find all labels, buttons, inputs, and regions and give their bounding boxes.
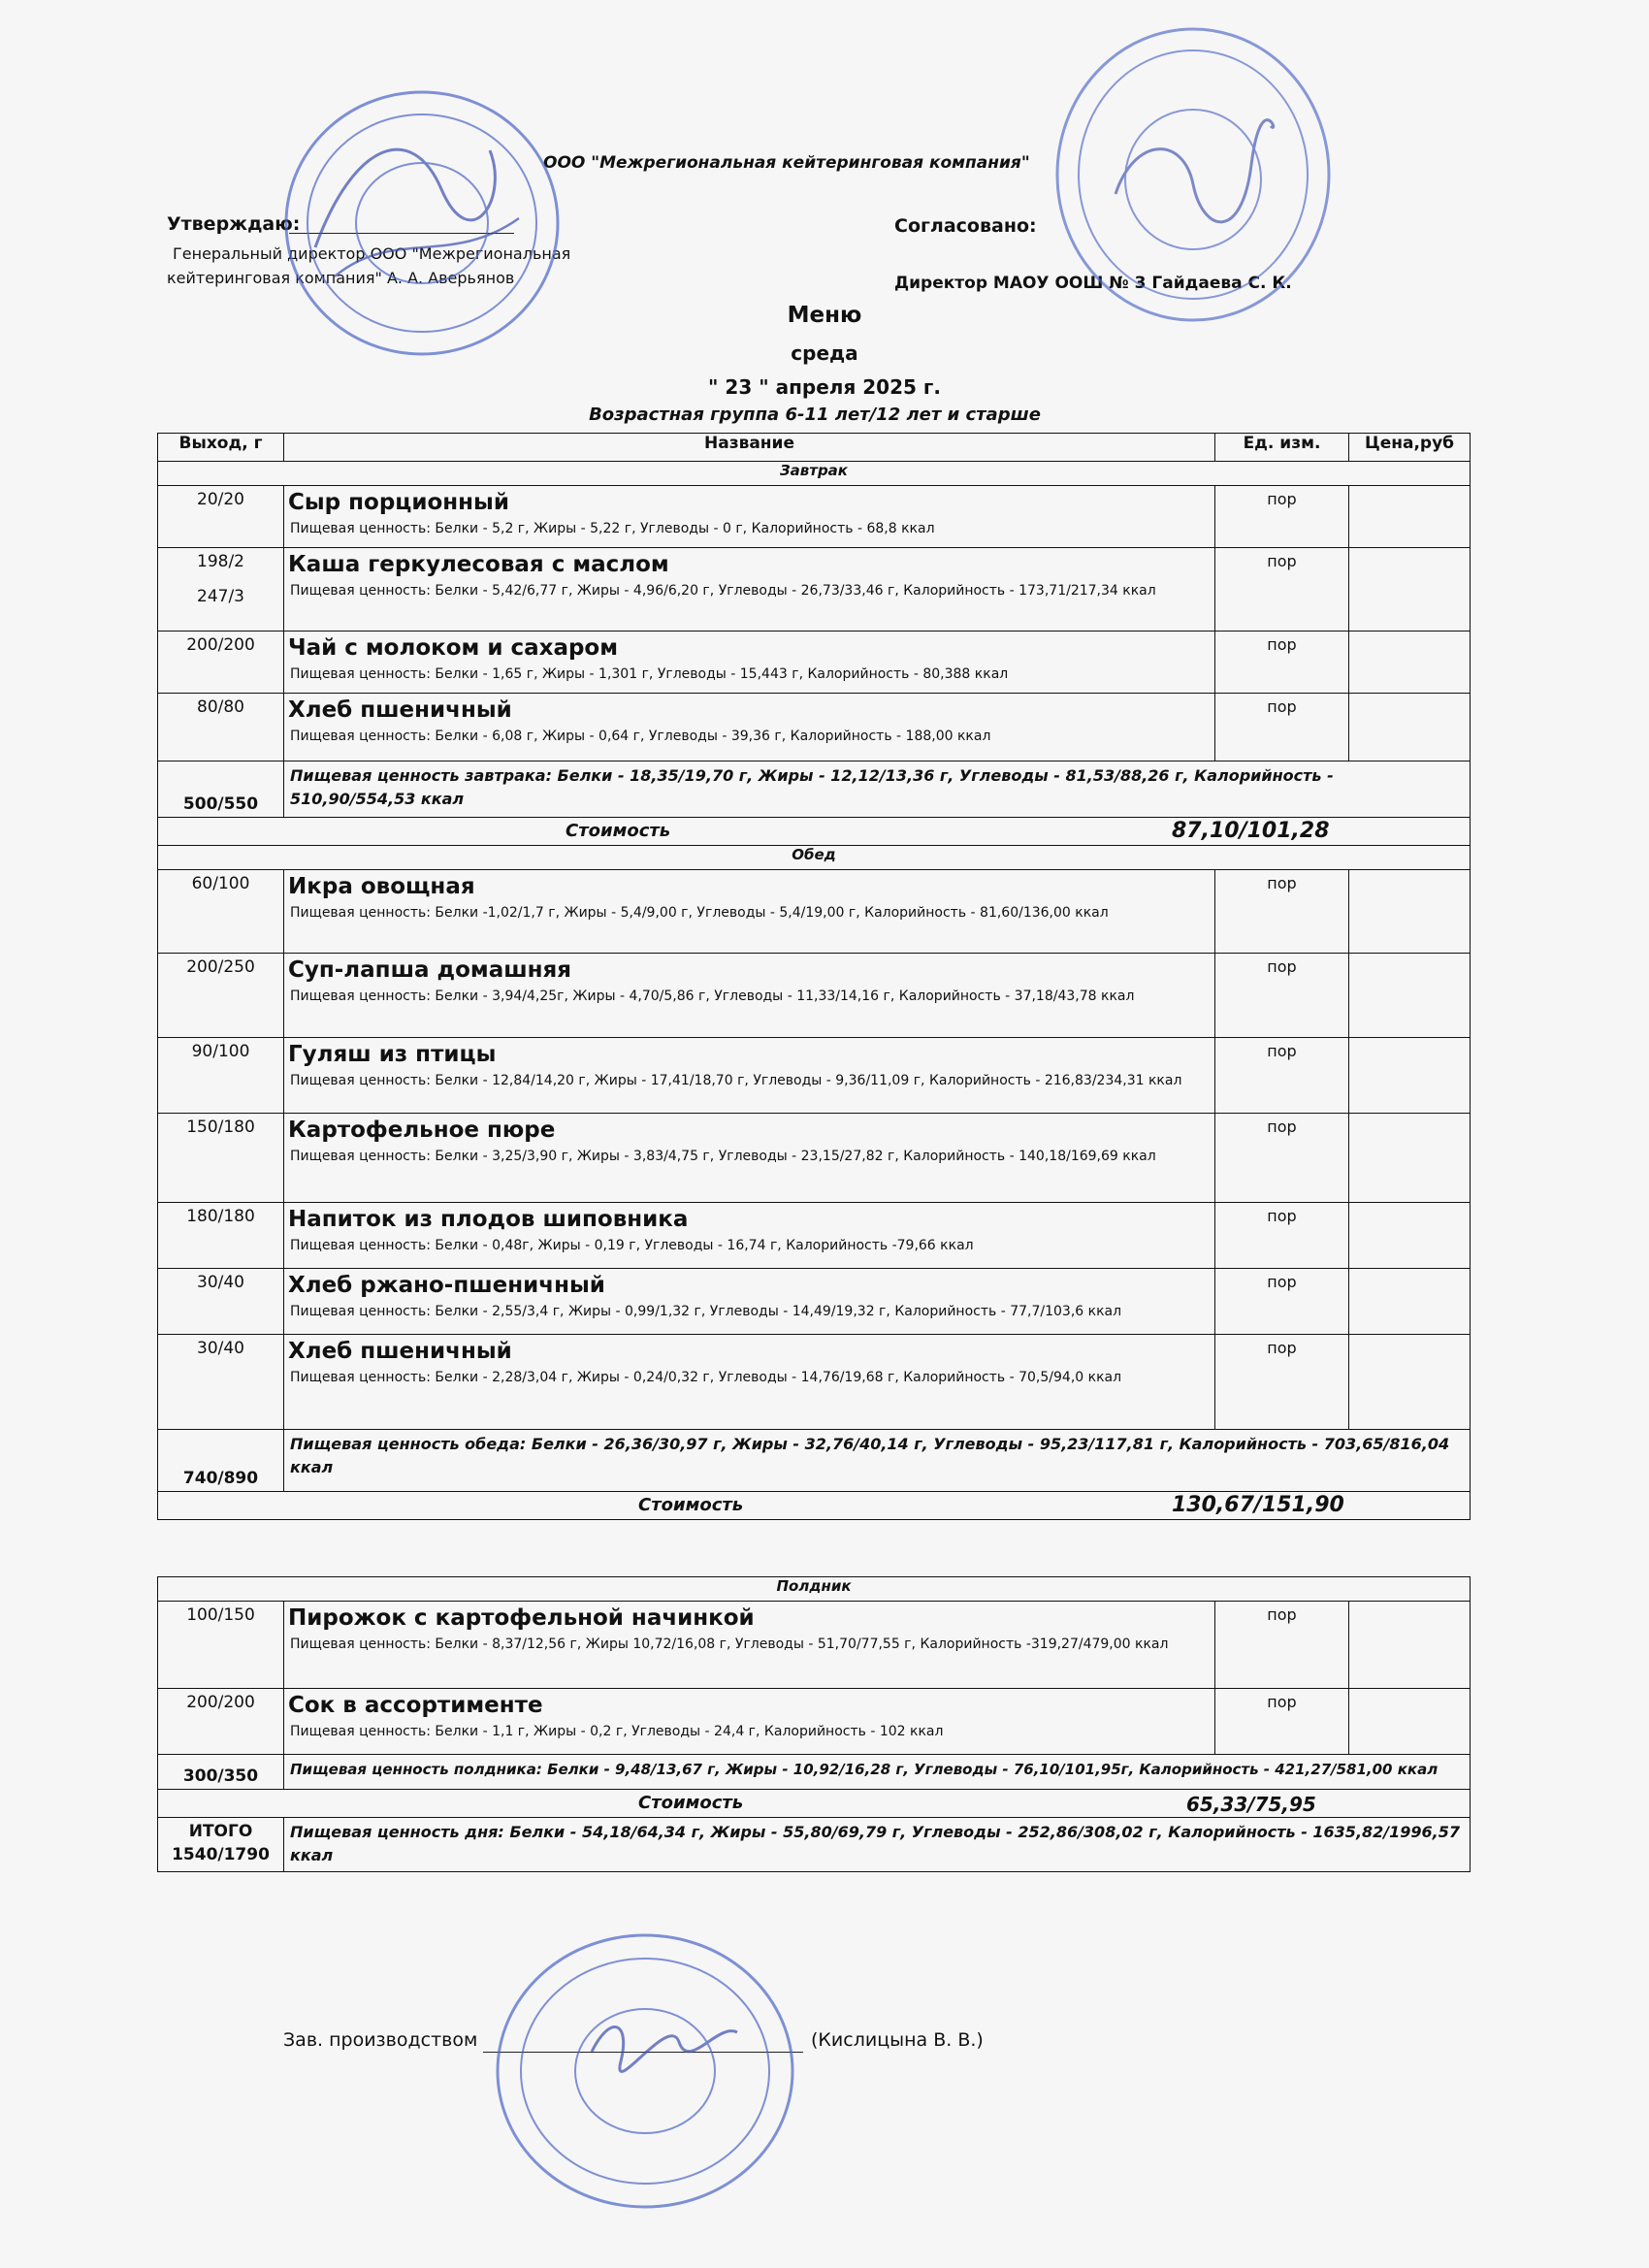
section-label: Полдник bbox=[158, 1577, 1471, 1602]
section-label: Обед bbox=[158, 846, 1471, 870]
item-yield: 150/180 bbox=[158, 1114, 284, 1203]
day-total-cell bbox=[158, 1818, 284, 1872]
section-label: Завтрак bbox=[158, 462, 1471, 486]
breakfast-total-row bbox=[158, 761, 1471, 818]
table-row bbox=[158, 1689, 1471, 1755]
table-row bbox=[158, 954, 1471, 1038]
item-cell bbox=[284, 632, 1215, 694]
item-yield: 200/250 bbox=[158, 954, 284, 1038]
table-row bbox=[158, 486, 1471, 548]
item-yield: 180/180 bbox=[158, 1203, 284, 1269]
dish-nutrition: Пищевая ценность: Белки - 2,55/3,4 г, Жиры - 0,99/1,32 г, Углеводы - 14,49/19,32 г, Калорийность - 77,7/103,6 ккал bbox=[290, 1304, 1122, 1319]
total-yield: 500/550 bbox=[158, 761, 284, 818]
day-total-row bbox=[158, 1818, 1471, 1872]
item-yield: 30/40 bbox=[158, 1335, 284, 1430]
agreed-title: Директор МАОУ ООШ № 3 Гайдаева С. К. bbox=[894, 274, 1292, 293]
table-row bbox=[158, 1269, 1471, 1335]
menu-date: " 23 " апреля 2025 г. bbox=[708, 375, 941, 399]
dish-nutrition: Пищевая ценность: Белки - 0,48г, Жиры - 0,19 г, Углеводы - 16,74 г, Калорийность -79,66 ккал bbox=[290, 1238, 974, 1253]
item-cell bbox=[284, 1602, 1215, 1689]
item-cell bbox=[284, 954, 1215, 1038]
item-price bbox=[1349, 1269, 1471, 1335]
day-total-nutrition: Пищевая ценность дня: Белки - 54,18/64,34 г, Жиры - 55,80/69,79 г, Углеводы - 252,86/308,02 г, Калорийность - 1635,82/1996,57 ккал bbox=[284, 1818, 1471, 1872]
approve-title-line1: Генеральный директор ООО "Межрегиональная bbox=[173, 244, 571, 263]
item-yield: 60/100 bbox=[158, 870, 284, 954]
dish-name: Хлеб ржано-пшеничный bbox=[288, 1273, 605, 1298]
table-row bbox=[158, 694, 1471, 761]
dish-name: Пирожок с картофельной начинкой bbox=[288, 1605, 755, 1631]
dish-name: Суп-лапша домашняя bbox=[288, 957, 572, 983]
section-breakfast bbox=[158, 462, 1471, 486]
dish-nutrition: Пищевая ценность: Белки - 2,28/3,04 г, Жиры - 0,24/0,32 г, Углеводы - 14,76/19,68 г, Калорийность - 70,5/94,0 ккал bbox=[290, 1370, 1122, 1385]
cost-label: Стоимость bbox=[638, 1495, 744, 1515]
day-total-yield: 1540/1790 bbox=[172, 1845, 270, 1864]
item-cell bbox=[284, 1203, 1215, 1269]
lunch-cost-row bbox=[158, 1492, 1471, 1520]
item-cell bbox=[284, 486, 1215, 548]
section-snack bbox=[158, 1577, 1471, 1602]
item-cell bbox=[284, 1269, 1215, 1335]
cost-value: 87,10/101,28 bbox=[1172, 819, 1330, 843]
snack-cost-row bbox=[158, 1790, 1471, 1818]
item-yield-alt: 247/3 bbox=[197, 587, 244, 606]
menu-table-snack bbox=[157, 1576, 1471, 1872]
dish-nutrition: Пищевая ценность: Белки - 12,84/14,20 г, Жиры - 17,41/18,70 г, Углеводы - 9,36/11,09 г, Калорийность - 216,83/234,31 ккал bbox=[290, 1073, 1182, 1088]
cost-label: Стоимость bbox=[566, 821, 671, 841]
item-price bbox=[1349, 1114, 1471, 1203]
cost-cell bbox=[158, 818, 1471, 846]
approve-title-line2: кейтеринговая компания" А. А. Аверьянов bbox=[167, 269, 515, 287]
item-cell bbox=[284, 1689, 1215, 1755]
table-row bbox=[158, 632, 1471, 694]
item-cell bbox=[284, 694, 1215, 761]
item-cell bbox=[284, 548, 1215, 632]
stamp-bottom bbox=[485, 1926, 805, 2217]
total-nutrition: Пищевая ценность полдника: Белки - 9,48/13,67 г, Жиры - 10,92/16,28 г, Углеводы - 76,10/101,95г, Калорийность - 421,27/581,00 ккал bbox=[284, 1755, 1471, 1790]
table-row bbox=[158, 1335, 1471, 1430]
item-unit: пор bbox=[1215, 1269, 1349, 1335]
col-yield: Выход, г bbox=[158, 434, 284, 462]
table-row bbox=[158, 870, 1471, 954]
cost-cell bbox=[158, 1492, 1471, 1520]
item-unit: пор bbox=[1215, 1602, 1349, 1689]
item-unit: пор bbox=[1215, 954, 1349, 1038]
item-price bbox=[1349, 1038, 1471, 1114]
total-yield: 300/350 bbox=[158, 1755, 284, 1790]
cost-value: 130,67/151,90 bbox=[1172, 1493, 1344, 1517]
stamp-top-right bbox=[1048, 19, 1339, 330]
item-cell bbox=[284, 1114, 1215, 1203]
item-unit: пор bbox=[1215, 870, 1349, 954]
dish-nutrition: Пищевая ценность: Белки - 3,94/4,25г, Жиры - 4,70/5,86 г, Углеводы - 11,33/14,16 г, Калорийность - 37,18/43,78 ккал bbox=[290, 988, 1135, 1004]
item-yield: 200/200 bbox=[158, 632, 284, 694]
item-unit: пор bbox=[1215, 486, 1349, 548]
cost-label: Стоимость bbox=[638, 1793, 744, 1813]
stamp-top-left bbox=[276, 82, 567, 364]
item-cell bbox=[284, 1038, 1215, 1114]
item-price bbox=[1349, 1602, 1471, 1689]
approve-label: Утверждаю: bbox=[167, 213, 301, 235]
item-yield: 30/40 bbox=[158, 1269, 284, 1335]
item-yield: 90/100 bbox=[158, 1038, 284, 1114]
agreed-label: Согласовано: bbox=[894, 215, 1037, 237]
cost-value: 65,33/75,95 bbox=[1186, 1793, 1316, 1816]
dish-name: Чай с молоком и сахаром bbox=[288, 635, 619, 661]
snack-total-row bbox=[158, 1755, 1471, 1790]
section-lunch bbox=[158, 846, 1471, 870]
age-group: Возрастная группа 6-11 лет/12 лет и старше bbox=[589, 405, 1041, 425]
col-name: Название bbox=[284, 434, 1215, 462]
dish-name: Хлеб пшеничный bbox=[288, 697, 512, 723]
dish-nutrition: Пищевая ценность: Белки - 6,08 г, Жиры - 0,64 г, Углеводы - 39,36 г, Калорийность - 188,00 ккал bbox=[290, 729, 991, 744]
item-price bbox=[1349, 1689, 1471, 1755]
total-yield: 740/890 bbox=[158, 1430, 284, 1492]
item-unit: пор bbox=[1215, 1203, 1349, 1269]
item-yield-cell bbox=[158, 548, 284, 632]
day-total-label: ИТОГО bbox=[188, 1822, 253, 1841]
cost-cell bbox=[158, 1790, 1471, 1818]
dish-name: Икра овощная bbox=[288, 874, 475, 899]
item-price bbox=[1349, 1203, 1471, 1269]
item-unit: пор bbox=[1215, 548, 1349, 632]
item-yield: 200/200 bbox=[158, 1689, 284, 1755]
item-price bbox=[1349, 694, 1471, 761]
item-cell bbox=[284, 870, 1215, 954]
item-unit: пор bbox=[1215, 1038, 1349, 1114]
item-unit: пор bbox=[1215, 694, 1349, 761]
item-yield: 80/80 bbox=[158, 694, 284, 761]
item-price bbox=[1349, 632, 1471, 694]
menu-title: Меню bbox=[787, 303, 862, 328]
dish-nutrition: Пищевая ценность: Белки - 1,65 г, Жиры - 1,301 г, Углеводы - 15,443 г, Калорийность - 80,388 ккал bbox=[290, 666, 1009, 682]
item-price bbox=[1349, 954, 1471, 1038]
item-price bbox=[1349, 548, 1471, 632]
dish-name: Напиток из плодов шиповника bbox=[288, 1207, 689, 1232]
dish-name: Хлеб пшеничный bbox=[288, 1339, 512, 1364]
item-yield: 198/2 bbox=[197, 552, 244, 571]
item-price bbox=[1349, 1335, 1471, 1430]
table-row bbox=[158, 548, 1471, 632]
dish-name: Сыр порционный bbox=[288, 490, 509, 515]
producer-name: (Кислицына В. В.) bbox=[811, 2029, 984, 2051]
item-yield: 100/150 bbox=[158, 1602, 284, 1689]
total-nutrition: Пищевая ценность завтрака: Белки - 18,35/19,70 г, Жиры - 12,12/13,36 г, Углеводы - 81,53/88,26 г, Калорийность - 510,90/554,53 ккал bbox=[284, 761, 1471, 818]
menu-day: среда bbox=[791, 341, 858, 365]
breakfast-cost-row bbox=[158, 818, 1471, 846]
total-nutrition: Пищевая ценность обеда: Белки - 26,36/30,97 г, Жиры - 32,76/40,14 г, Углеводы - 95,23/117,81 г, Калорийность - 703,65/816,04 ккал bbox=[284, 1430, 1471, 1492]
lunch-total-row bbox=[158, 1430, 1471, 1492]
menu-table-main bbox=[157, 433, 1471, 1520]
col-unit: Ед. изм. bbox=[1215, 434, 1349, 462]
dish-name: Сок в ассортименте bbox=[288, 1693, 543, 1718]
dish-nutrition: Пищевая ценность: Белки -1,02/1,7 г, Жиры - 5,4/9,00 г, Углеводы - 5,4/19,00 г, Калорийность - 81,60/136,00 ккал bbox=[290, 905, 1109, 921]
item-price bbox=[1349, 486, 1471, 548]
item-price bbox=[1349, 870, 1471, 954]
table-row bbox=[158, 1203, 1471, 1269]
dish-nutrition: Пищевая ценность: Белки - 5,42/6,77 г, Жиры - 4,96/6,20 г, Углеводы - 26,73/33,46 г, Калорийность - 173,71/217,34 ккал bbox=[290, 583, 1156, 599]
dish-nutrition: Пищевая ценность: Белки - 3,25/3,90 г, Жиры - 3,83/4,75 г, Углеводы - 23,15/27,82 г, Калорийность - 140,18/169,69 ккал bbox=[290, 1149, 1156, 1164]
table-row bbox=[158, 1038, 1471, 1114]
item-cell bbox=[284, 1335, 1215, 1430]
item-unit: пор bbox=[1215, 1114, 1349, 1203]
item-unit: пор bbox=[1215, 1335, 1349, 1430]
producer-label: Зав. производством bbox=[283, 2029, 478, 2051]
company-name: ООО "Межрегиональная кейтеринговая компания" bbox=[543, 153, 1030, 173]
item-yield: 20/20 bbox=[158, 486, 284, 548]
item-unit: пор bbox=[1215, 1689, 1349, 1755]
table-row bbox=[158, 1114, 1471, 1203]
dish-name: Каша геркулесовая с маслом bbox=[288, 552, 669, 577]
dish-name: Гуляш из птицы bbox=[288, 1042, 497, 1067]
dish-nutrition: Пищевая ценность: Белки - 5,2 г, Жиры - 5,22 г, Углеводы - 0 г, Калорийность - 68,8 ккал bbox=[290, 521, 935, 536]
table-row bbox=[158, 1602, 1471, 1689]
column-headers bbox=[158, 434, 1471, 462]
dish-nutrition: Пищевая ценность: Белки - 1,1 г, Жиры - 0,2 г, Углеводы - 24,4 г, Калорийность - 102 ккал bbox=[290, 1724, 944, 1739]
dish-name: Картофельное пюре bbox=[288, 1118, 556, 1143]
col-price: Цена,руб bbox=[1349, 434, 1471, 462]
dish-nutrition: Пищевая ценность: Белки - 8,37/12,56 г, Жиры 10,72/16,08 г, Углеводы - 51,70/77,55 г, Калорийность -319,27/479,00 ккал bbox=[290, 1636, 1169, 1652]
item-unit: пор bbox=[1215, 632, 1349, 694]
